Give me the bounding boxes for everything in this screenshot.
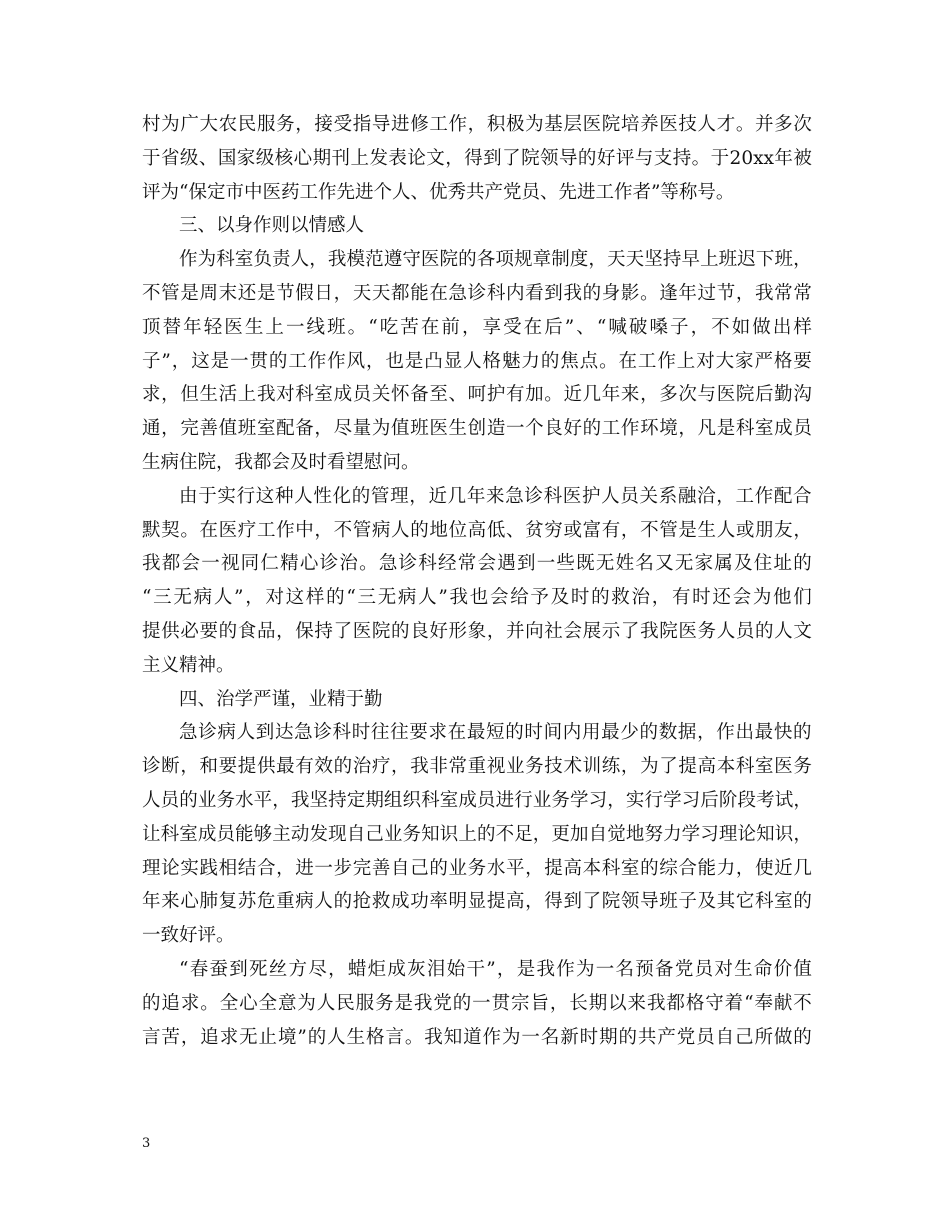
text-line: 的 追 求 。 全 心 全 意 为 人 民 服 务 是 我 党 的 一 贯 宗 旨 ， 长 期 以 来 我 都 格 守 着 “ 奉 献 不 <box>142 992 812 1014</box>
text-line: 我 都 会 一 视 同 仁 精 心 诊 治 。 急 诊 科 经 常 会 遇 到 一 些 既 无 姓 名 又 无 家 属 及 住 址 的 <box>142 553 812 575</box>
text-line: 顶 替 年 轻 医 生 上 一 线 班 。 “ 吃 苦 在 前 ， 享 受 在 后 ” 、 “ 喊 破 嗓 子 ， 不 如 做 出 样 <box>142 316 812 338</box>
text-line: 提 供 必 要 的 食 品 ， 保 持 了 医 院 的 良 好 形 象 ， 并 向 社 会 展 示 了 我 院 医 务 人 员 的 人 文 <box>142 620 812 642</box>
text-line: 让 科 室 成 员 能 够 主 动 发 现 自 己 业 务 知 识 上 的 不 足 ， 更 加 自 觉 地 努 力 学 习 理 论 知 识 ， <box>142 823 812 845</box>
text-line: 求 ， 但 生 活 上 我 对 科 室 成 员 关 怀 备 至 、 呵 护 有 加 。 近 几 年 来 ， 多 次 与 医 院 后 勤 沟 <box>142 384 812 406</box>
text-line: 诊 断 ， 和 要 提 供 最 有 效 的 治 疗 ， 我 非 常 重 视 业 务 技 术 训 练 ， 为 了 提 高 本 科 室 医 务 <box>142 756 812 778</box>
text-line: 于 省 级 、 国 家 级 核 心 期 刊 上 发 表 论 文 ， 得 到 了 院 领 导 的 好 评 与 支 持 。 于 20xx 年 被 <box>142 147 812 169</box>
document-body <box>142 108 812 1054</box>
text-line: 默 契 。 在 医 疗 工 作 中 ， 不 管 病 人 的 地 位 高 低 、 贫 穷 或 富 有 ， 不 管 是 生 人 或 朋 友 ， <box>142 519 812 541</box>
text-line: 四、治学严谨，业精于勤 <box>179 688 383 710</box>
text-line: 由 于 实 行 这 种 人 性 化 的 管 理 ， 近 几 年 来 急 诊 科 医 护 人 员 关 系 融 洽 ， 工 作 配 合 <box>179 485 812 507</box>
text-line: 主义精神。 <box>142 654 235 676</box>
page-number: 3 <box>142 1136 151 1151</box>
text-line: 通 ， 完 善 值 班 室 配 备 ， 尽 量 为 值 班 医 生 创 造 一 个 良 好 的 工 作 环 境 ， 凡 是 科 室 成 员 <box>142 418 812 440</box>
text-line: 人 员 的 业 务 水 平 ， 我 坚 持 定 期 组 织 科 室 成 员 进 行 业 务 学 习 ， 实 行 学 习 后 阶 段 考 试 ， <box>142 789 812 811</box>
text-line: 急 诊 病 人 到 达 急 诊 科 时 往 往 要 求 在 最 短 的 时 间 内 用 最 少 的 数 据 ， 作 出 最 快 的 <box>179 722 812 744</box>
text-line: 子 ” ， 这 是 一 贯 的 工 作 作 风 ， 也 是 凸 显 人 格 魅 力 的 焦 点 。 在 工 作 上 对 大 家 严 格 要 <box>142 350 812 372</box>
text-line: 理 论 实 践 相 结 合 ， 进 一 步 完 善 自 己 的 业 务 水 平 ， 提 高 本 科 室 的 综 合 能 力 ， 使 近 几 <box>142 857 812 879</box>
text-line: 三、以身作则以情感人 <box>179 215 365 237</box>
text-line: 评为“保定市中医药工作先进个人、优秀共产党员、先进工作者”等称号。 <box>142 181 735 203</box>
text-line: “ 春 蚕 到 死 丝 方 尽 ， 蜡 炬 成 灰 泪 始 干 ” ， 是 我 作 为 一 名 预 备 党 员 对 生 命 价 值 <box>179 958 812 980</box>
text-line: 村 为 广 大 农 民 服 务 ， 接 受 指 导 进 修 工 作 ， 积 极 为 基 层 医 院 培 养 医 技 人 才 。 并 多 次 <box>142 114 812 135</box>
text-line: 不 管 是 周 末 还 是 节 假 日 ， 天 天 都 能 在 急 诊 科 内 看 到 我 的 身 影 。 逢 年 过 节 ， 我 常 常 <box>142 282 812 304</box>
text-line: 作 为 科 室 负 责 人 ， 我 模 范 遵 守 医 院 的 各 项 规 章 制 度 ， 天 天 坚 持 早 上 班 迟 下 班 ， <box>179 249 812 271</box>
text-line: “ 三 无 病 人 ” ， 对 这 样 的 “ 三 无 病 人 ” 我 也 会 给 予 及 时 的 救 治 ， 有 时 还 会 为 他 们 <box>142 587 812 609</box>
text-line: 一致好评。 <box>142 925 235 947</box>
text-line: 生病住院，我都会及时看望慰问。 <box>142 451 420 473</box>
text-line: 年 来 心 肺 复 苏 危 重 病 人 的 抢 救 成 功 率 明 显 提 高 ， 得 到 了 院 领 导 班 子 及 其 它 科 室 的 <box>142 891 812 913</box>
text-line: 言 苦 ， 追 求 无 止 境 ” 的 人 生 格 言 。 我 知 道 作 为 一 名 新 时 期 的 共 产 党 员 自 己 所 做 的 <box>142 1026 812 1048</box>
